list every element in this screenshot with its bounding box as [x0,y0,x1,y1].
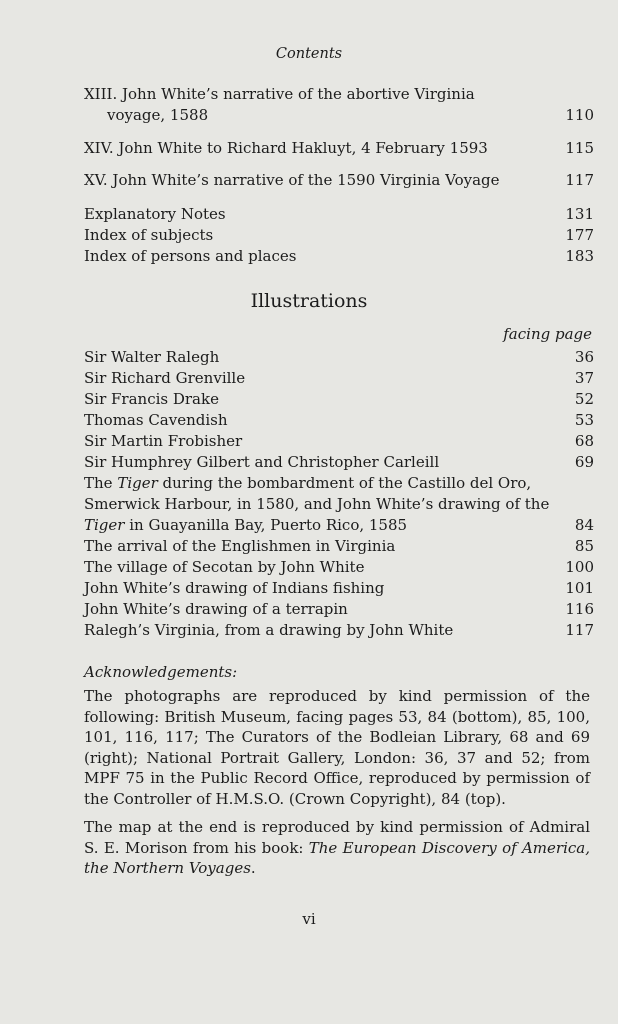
toc-page-number: 131 [565,205,594,223]
illustration-page: 85 [574,537,594,555]
illustration-entry [84,620,594,641]
illustration-page: 69 [574,453,594,471]
illustration-page: 68 [574,432,594,450]
illustration-page: 116 [565,600,594,618]
illustration-label: Ralegh’s Virginia, from a drawing by John White [84,621,454,639]
illustration-entry [84,347,594,368]
illustration-entry [84,389,594,410]
illustrations-title: Illustrations [250,290,368,312]
toc-entry-title: Index of subjects [84,226,214,244]
illustration-label: Thomas Cavendish [84,411,228,429]
toc-entry-title: XIII. John White’s narrative of the abortive Virginia [84,85,475,103]
illustration-entry [84,599,594,620]
illustration-entry-tiger [84,473,594,536]
illustration-page: 100 [565,558,594,576]
illustration-label-line3: Tiger in Guayanilla Bay, Puerto Rico, 1585 [84,516,408,534]
toc-entry-title: XIV. John White to Richard Hakluyt, 4 February 1593 [84,139,488,157]
toc-page-number: 117 [565,171,594,189]
illustration-label: Sir Walter Ralegh [84,348,220,366]
illustration-label-line2: Smerwick Harbour, in 1580, and John White’s drawing of the [84,495,550,513]
page-number: vi [302,910,316,928]
toc-page-number: 177 [565,226,594,244]
toc-entry-title: Explanatory Notes [84,205,226,223]
map-credit-paragraph: The map at the end is reproduced by kind permission of Admiral S. E. Morison from his book: The European Discovery of America, the Northern Voyages. [84,818,590,877]
illustration-entry [84,368,594,389]
toc-entry-title: XV. John White’s narrative of the 1590 Virginia Voyage [84,171,500,189]
illustration-page: 117 [565,621,594,639]
toc-entry-title-cont: voyage, 1588 [107,106,209,124]
toc-entry-xv [84,170,594,191]
toc-page-number: 183 [565,247,594,265]
illustration-entry [84,410,594,431]
illustration-page: 53 [574,411,594,429]
toc-entry-index-subjects [84,225,594,246]
acknowledgements-heading: Acknowledgements: [84,663,238,681]
illustration-label: Sir Humphrey Gilbert and Christopher Carleill [84,453,440,471]
illustration-page: 52 [574,390,594,408]
toc-entry-title: Index of persons and places [84,247,297,265]
illustration-page: 84 [574,516,594,534]
toc-entry-xiii [84,84,594,126]
illustration-label: John White’s drawing of a terrapin [84,600,348,618]
illustration-entry [84,536,594,557]
toc-page-number: 110 [565,106,594,124]
illustration-label: Sir Richard Grenville [84,369,246,387]
toc-page-number: 115 [565,139,594,157]
illustration-page: 36 [574,348,594,366]
illustration-label: The village of Secotan by John White [84,558,365,576]
running-head: Contents [275,46,343,62]
illustration-page: 37 [574,369,594,387]
illustration-label: Sir Martin Frobisher [84,432,243,450]
illustration-label: The Tiger during the bombardment of the Castillo del Oro, [84,474,532,492]
illustration-entry [84,452,594,473]
illustration-label: The arrival of the Englishmen in Virginia [84,537,396,555]
illustration-label: Sir Francis Drake [84,390,219,408]
toc-entry-notes [84,204,594,225]
illustration-entry [84,578,594,599]
illustration-entry [84,431,594,452]
acknowledgements-paragraph: The photographs are reproduced by kind permission of the following: British Museum, facing pages 53, 84 (bottom), 85, 100, 101, 116, 117; The Curators of the Bodleian Library, 68 and 69 (right); National Portrait Gallery, London: 36, 37 and 52; from MPF 75 in the Public Record Office, reproduced by permission of the Controller of H.M.S.O. (Crown Copyright), 84 (top). [84,687,590,808]
illustration-page: 101 [565,579,594,597]
illustration-label: John White’s drawing of Indians fishing [84,579,385,597]
toc-entry-index-persons [84,246,594,267]
toc-entry-xiv [84,138,594,159]
illustration-entry [84,557,594,578]
facing-page-label: facing page [503,325,592,343]
